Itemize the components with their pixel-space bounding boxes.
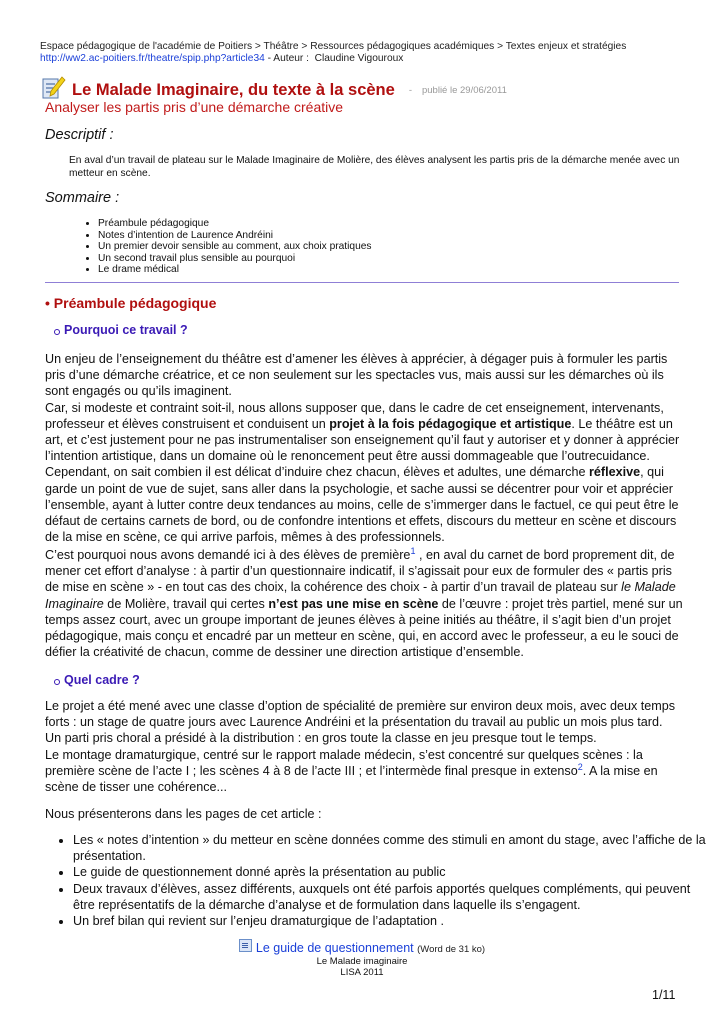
list-item: • Un bref bilan qui revient sur l’enjeu dramaturgique de l’adaptation . — [73, 913, 713, 929]
sommaire-item[interactable]: • Le drame médical — [98, 264, 372, 276]
paragraph: Le projet a été mené avec une classe d’option de spécialité de première sur environ deux mois, avec deux temps forts : un stage de quatre jours avec Laurence Andréini et la présentation du travail au public un mois plus tard. Un parti pris choral a présidé à la distribution : en gros toute la classe en jeu presque tout le temps. Le montage dramaturgique, centré sur le rapport malade médecin, s’est concentré sur quelques scènes : la première scène de l’acte I ; les scènes 4 à 8 de l’acte III ; et l’intermède final presque in extenso$^2$. A la mise en scène de tisser une cohérence... — [45, 699, 676, 795]
header-breadcrumb — [40, 41, 690, 65]
sommaire-item[interactable]: • Un premier devoir sensible au comment, aux choix pratiques — [98, 241, 372, 253]
attachment-caption: Le Malade imaginaire — [316, 956, 408, 967]
footnote-link[interactable]: 2 — [577, 761, 583, 772]
article-url-link[interactable]: http://ww2.ac-poitiers.fr/theatre/spip.php?article34 — [40, 53, 265, 64]
paragraph: C’est pourquoi nous avons demandé ici à des élèves de première$^1$ , en aval du carnet de bord proprement dit, de mener cet effort d’analyse : à partir d’un questionnaire indicatif, il s’agissait pour eux de formuler des « partis pris de mise en scène » - en tout cas des choix, la cohérence des choix - à partir d’un travail de plateau sur le Malade Imaginaire de Molière, travail qui certes n’est pas une mise en scène de l’œuvre : projet très partiel, mené sur un temps assez court, avec un groupe important de jeunes élèves à peine initiés au théâtre, il s’agit bien d’un projet pédagogique, mais conçu et encadré par un metteur en scène, qui, en accord avec le professeur, a eu le souci de défier la créativité de chacun, comme de dessiner une direction artistique d’ensemble. — [45, 545, 683, 660]
subheading-pourquoi: Pourquoi ce travail ? — [54, 323, 188, 337]
author-separator: - Auteur : — [264, 53, 315, 64]
section-heading: • Préambule pédagogique — [45, 295, 217, 311]
sommaire-item[interactable]: • Préambule pédagogique — [98, 218, 372, 230]
article-title-row — [42, 74, 507, 100]
author-name: Claudine Vigouroux — [314, 53, 404, 64]
paragraph: Un enjeu de l’enseignement du théâtre est d’amener les élèves à apprécier, à dégager puis à formuler les partis pris d’une démarche créatrice, et ce non seulement sur les spectacles vus, mais aussi sur les démarches où ils sont engagés ou qu’ils imaginent. Car, si modeste et contraint soit-il, nous allons supposer que, dans le cadre de cet enseignement, intervenants, professeur et élèves construisent et conduisent un projet à la fois pédagogique et artistique. Le théâtre est un art, et c’est justement pour ne pas instrumentaliser son enseignement qu’il faut y autoriser et y donner à apprécier l’intention artistique, dans un domaine où le renoncement peut être aussi dommageable que l’outrecuidance. Cependant, on sait combien il est délicat d’induire chez chacun, élèves et adultes, une démarche réflexive, qui garde un point de vue de sujet, sans aller dans la psychologie, et sache aussi se décentrer pour voir et apprécier l’ensemble, ayant à lutter contre deux tendances au moins, celle de s’immerger dans le factuel, ce qui peut être le défaut de certains carnets de bord, ou de confondre intentions et effets, discours du metteur en scène et discours de la mise en scène, ce qui arrive parfois, mêmes à des professionnels. — [45, 352, 680, 545]
page-number: 1/11 — [652, 988, 676, 1002]
sommaire-heading: Sommaire : — [45, 190, 120, 206]
footnote-link[interactable]: 1 — [410, 545, 416, 556]
list-item: • Deux travaux d’élèves, assez différents, auxquels ont été parfois apportés quelques compléments, qui peuvent être représentatifs de la démarche d’analyse et de formulation dans laquelle ils s’engagent. — [73, 881, 713, 913]
descriptif-text: En aval d’un travail de plateau sur le Malade Imaginaire de Molière, des élèves analysent les partis pris de la démarche menée avec un metteur en scène. — [69, 155, 680, 179]
attachment-caption: LISA 2011 — [340, 967, 384, 978]
list-item: • Le guide de questionnement donné après la présentation au public — [73, 864, 713, 880]
section-divider — [45, 282, 679, 283]
sommaire-list — [70, 218, 372, 276]
sommaire-item[interactable]: • Notes d’intention de Laurence Andréini — [98, 230, 372, 242]
article-subtitle: Analyser les partis pris d’une démarche créative — [45, 99, 344, 115]
attachment-link[interactable]: Le guide de questionnement — [255, 941, 414, 955]
article-contents-list — [45, 832, 713, 929]
descriptif-heading: Descriptif : — [45, 127, 114, 143]
list-item: • Les « notes d’intention » du metteur en scène données comme des stimuli en amont du stage, avec l’affiche de la présentation. — [73, 832, 713, 864]
paragraph: Nous présenterons dans les pages de cet article : — [45, 807, 322, 821]
article-edit-icon — [42, 76, 66, 100]
breadcrumb-path: Espace pédagogique de l'académie de Poitiers > Théâtre > Ressources pédagogiques académiques > Textes enjeux et stratégies — [40, 41, 627, 52]
sommaire-item[interactable]: • Un second travail plus sensible au pourquoi — [98, 253, 372, 265]
ring-bullet-icon — [54, 329, 60, 335]
ring-bullet-icon — [54, 679, 60, 685]
publication-date: - publié le 29/06/2011 — [408, 85, 507, 96]
article-title: Le Malade Imaginaire, du texte à la scène — [72, 81, 395, 99]
word-document-icon — [239, 939, 252, 952]
subheading-cadre: Quel cadre ? — [54, 673, 140, 687]
attachment — [0, 939, 724, 955]
attachment-size: (Word de 31 ko) — [417, 944, 486, 955]
